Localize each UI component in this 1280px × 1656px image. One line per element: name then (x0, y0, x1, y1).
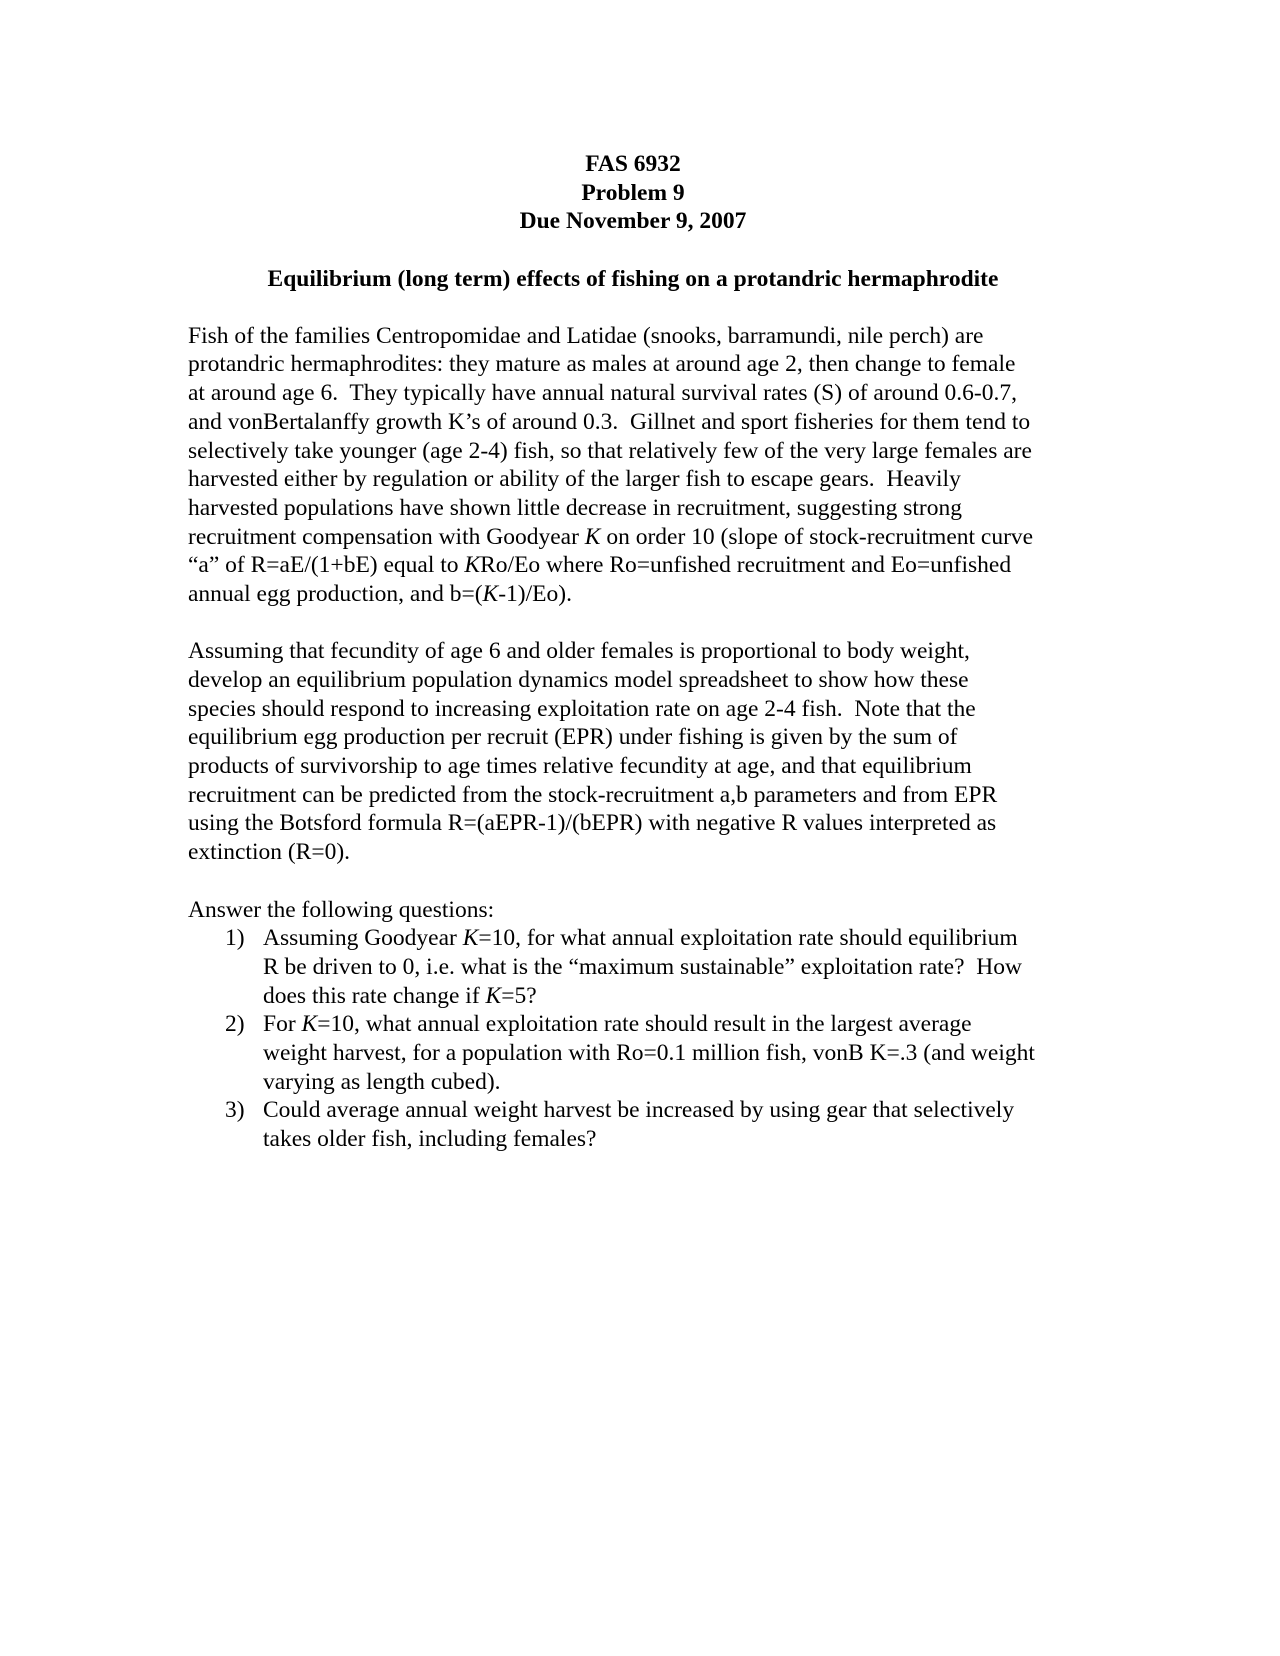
italic-k: K (462, 925, 479, 952)
paragraph-line: at around age 6. They typically have annual natural survival rates (S) of around 0.6-0.7, (188, 380, 1017, 407)
document-header (178, 150, 1088, 236)
question-number: 1) (225, 925, 245, 952)
paragraph-line: using the Botsford formula R=(aEPR-1)/(bEPR) with negative R values interpreted as (188, 810, 997, 837)
paragraph-line (188, 580, 1088, 609)
question-line (263, 982, 1088, 1011)
text-span: “a” of R=aE/(1+bE) equal to (188, 552, 465, 579)
paragraph-line: Fish of the families Centropomidae and Latidae (snooks, barramundi, nile perch) are (188, 322, 984, 349)
document-title: Equilibrium (long term) effects of fishing on a protandric hermaphrodite (267, 266, 999, 293)
question-line: Could average annual weight harvest be increased by using gear that selectively (263, 1097, 1015, 1124)
problem-number: Problem 9 (581, 179, 685, 206)
question-item (188, 1010, 1088, 1096)
italic-k: K (584, 523, 601, 550)
paragraph-line: develop an equilibrium population dynamics model spreadsheet to show how these (188, 667, 969, 694)
question-line: takes older fish, including females? (263, 1126, 597, 1153)
paragraph-line: harvested populations have shown little decrease in recruitment, suggesting strong (188, 494, 962, 521)
question-number: 3) (225, 1097, 245, 1124)
intro-paragraph (188, 322, 1088, 609)
paragraph-line: harvested either by regulation or ability of the larger fish to escape gears. Heavily (188, 466, 961, 493)
paragraph-line: and vonBertalanffy growth K’s of around 0.3. Gillnet and sport fisheries for them tend to (188, 408, 1031, 435)
text-span: recruitment compensation with Goodyear (188, 523, 585, 550)
question-line (263, 1010, 1088, 1039)
paragraph-line (188, 551, 1088, 580)
paragraph-line: Assuming that fecundity of age 6 and older females is proportional to body weight, (188, 638, 970, 665)
text-span: =10, for what annual exploitation rate should equilibrium (478, 925, 1018, 952)
italic-k: K (482, 580, 499, 607)
course-number: FAS 6932 (585, 151, 681, 177)
questions-section (188, 896, 1088, 1154)
text-span: does this rate change if (263, 982, 486, 1009)
italic-k: K (464, 552, 481, 579)
model-paragraph (188, 637, 1088, 867)
text-span: on order 10 (slope of stock-recruitment curve (600, 523, 1034, 550)
paragraph-line: recruitment can be predicted from the stock-recruitment a,b parameters and from EPR (188, 781, 998, 808)
questions-intro: Answer the following questions: (188, 896, 495, 923)
question-number: 2) (225, 1011, 245, 1038)
paragraph-line: products of survivorship to age times relative fecundity at age, and that equilibrium (188, 753, 972, 780)
question-line: R be driven to 0, i.e. what is the “maximum sustainable” exploitation rate? How (263, 953, 1022, 980)
text-span: Ro/Eo where Ro=unfished recruitment and Eo=unfished (480, 552, 1012, 579)
question-line: varying as length cubed). (263, 1068, 501, 1095)
paragraph-line: equilibrium egg production per recruit (EPR) under fishing is given by the sum of (188, 724, 958, 751)
question-item (188, 924, 1088, 1010)
italic-k: K (485, 982, 502, 1009)
document-page (188, 150, 1088, 1154)
due-date: Due November 9, 2007 (519, 208, 747, 235)
paragraph-line (188, 523, 1088, 552)
text-span: annual egg production, and b=( (188, 580, 483, 607)
paragraph-line: protandric hermaphrodites: they mature as males at around age 2, then change to female (188, 351, 1016, 378)
paragraph-line: extinction (R=0). (188, 839, 351, 866)
question-line (263, 924, 1088, 953)
paragraph-line: selectively take younger (age 2-4) fish, so that relatively few of the very large females are (188, 437, 1032, 464)
italic-k: K (301, 1011, 318, 1038)
paragraph-line: species should respond to increasing exploitation rate on age 2-4 fish. Note that the (188, 695, 976, 722)
text-span: -1)/Eo). (498, 580, 572, 607)
question-item (188, 1096, 1088, 1153)
text-span: For (263, 1011, 302, 1038)
text-span: =10, what annual exploitation rate should result in the largest average (317, 1011, 972, 1038)
text-span: =5? (501, 982, 537, 1009)
text-span: Assuming Goodyear (263, 925, 463, 952)
question-line: weight harvest, for a population with Ro=0.1 million fish, vonB K=.3 (and weight (263, 1039, 1035, 1066)
questions-list (188, 924, 1088, 1154)
